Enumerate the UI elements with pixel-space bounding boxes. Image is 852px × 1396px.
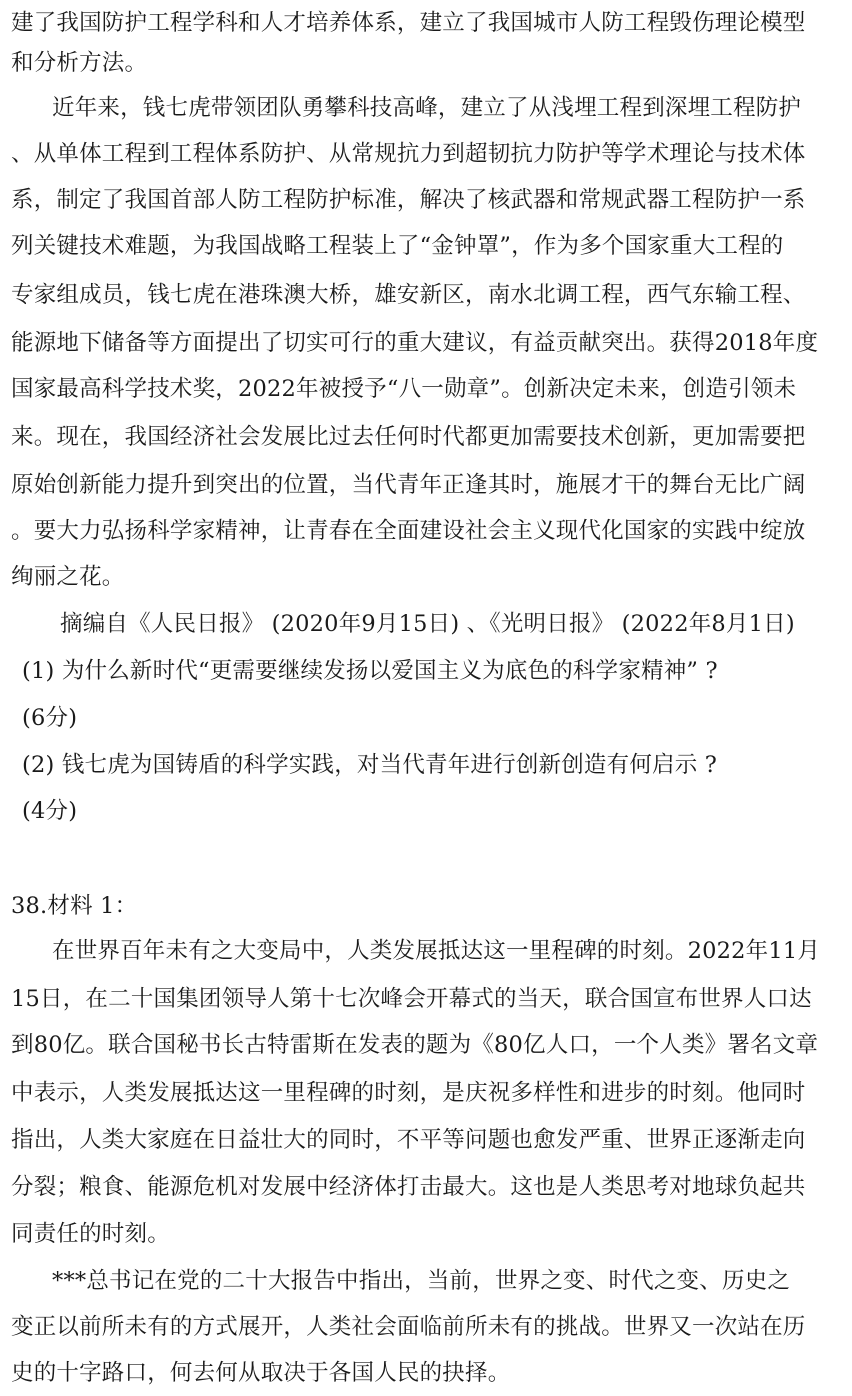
material-line: 到80亿。联合国秘书长古特雷斯在发表的题为《80亿人口，一个人类》署名文章 [11, 1032, 819, 1058]
material-line: 史的十字路口，何去何从取决于各国人民的抉择。 [11, 1360, 511, 1386]
paragraph-line: 建了我国防护工程学科和人才培养体系，建立了我国城市人防工程毁伤理论模型 [11, 10, 806, 36]
paragraph-line: 绚丽之花。 [11, 564, 125, 590]
material-line: 变正以前所未有的方式展开，人类社会面临前所未有的挑战。世界又一次站在历 [11, 1314, 806, 1340]
paragraph-line: 系，制定了我国首部人防工程防护标准，解决了核武器和常规武器工程防护一系 [11, 187, 806, 213]
paragraph-line: 能源地下储备等方面提出了切实可行的重大建议，有益贡献突出。获得2018年度 [11, 330, 819, 356]
material-line: 15日，在二十国集团领导人第十七次峰会开幕式的当天，联合国宣布世界人口达 [11, 986, 812, 1012]
material-line: 分裂；粮食、能源危机对发展中经济体打击最大。这也是人类思考对地球负起共 [11, 1174, 806, 1200]
question-2: (2) 钱七虎为国铸盾的科学实践，对当代青年进行创新创造有何启示 ? [22, 752, 718, 778]
question-1: (1) 为什么新时代“更需要继续发扬以爱国主义为底色的科学家精神” ? [22, 658, 718, 684]
section-heading: 38.材料 1： [11, 893, 138, 919]
question-2-score: (4分) [22, 798, 78, 824]
material-line: 中表示，人类发展抵达这一里程碑的时刻，是庆祝多样性和进步的时刻。他同时 [11, 1080, 806, 1106]
paragraph-line: 来。现在，我国经济社会发展比过去任何时代都更加需要技术创新，更加需要把 [11, 424, 806, 450]
question-1-score: (6分) [22, 705, 78, 731]
paragraph-line: 列关键技术难题，为我国战略工程装上了“金钟罩”，作为多个国家重大工程的 [11, 233, 784, 259]
paragraph-line: 专家组成员，钱七虎在港珠澳大桥，雄安新区，南水北调工程，西气东输工程、 [11, 282, 806, 308]
paragraph-line: 、从单体工程到工程体系防护、从常规抗力到超韧抗力防护等学术理论与技术体 [11, 141, 806, 167]
paragraph-line: 。要大力弘扬科学家精神，让青春在全面建设社会主义现代化国家的实践中绽放 [11, 518, 806, 544]
paragraph-line: 原始创新能力提升到突出的位置，当代青年正逢其时，施展才干的舞台无比广阔 [11, 472, 806, 498]
material-line: 在世界百年未有之大变局中，人类发展抵达这一里程碑的时刻。2022年11月 [52, 938, 821, 964]
paragraph-line: 和分析方法。 [11, 50, 148, 76]
source-citation: 摘编自《人民日报》 (2020年9月15日) 、《光明日报》 (2022年8月1日) [60, 611, 795, 637]
material-line: 指出，人类大家庭在日益壮大的同时，不平等问题也愈发严重、世界正逐渐走向 [11, 1127, 806, 1153]
material-line: ***总书记在党的二十大报告中指出，当前，世界之变、时代之变、历史之 [52, 1268, 791, 1294]
paragraph-line: 国家最高科学技术奖，2022年被授予“八一勋章”。创新决定未来，创造引领未 [11, 376, 797, 402]
paragraph-line: 近年来，钱七虎带领团队勇攀科技高峰，建立了从浅埋工程到深埋工程防护 [52, 95, 802, 121]
material-line: 同责任的时刻。 [11, 1221, 170, 1247]
